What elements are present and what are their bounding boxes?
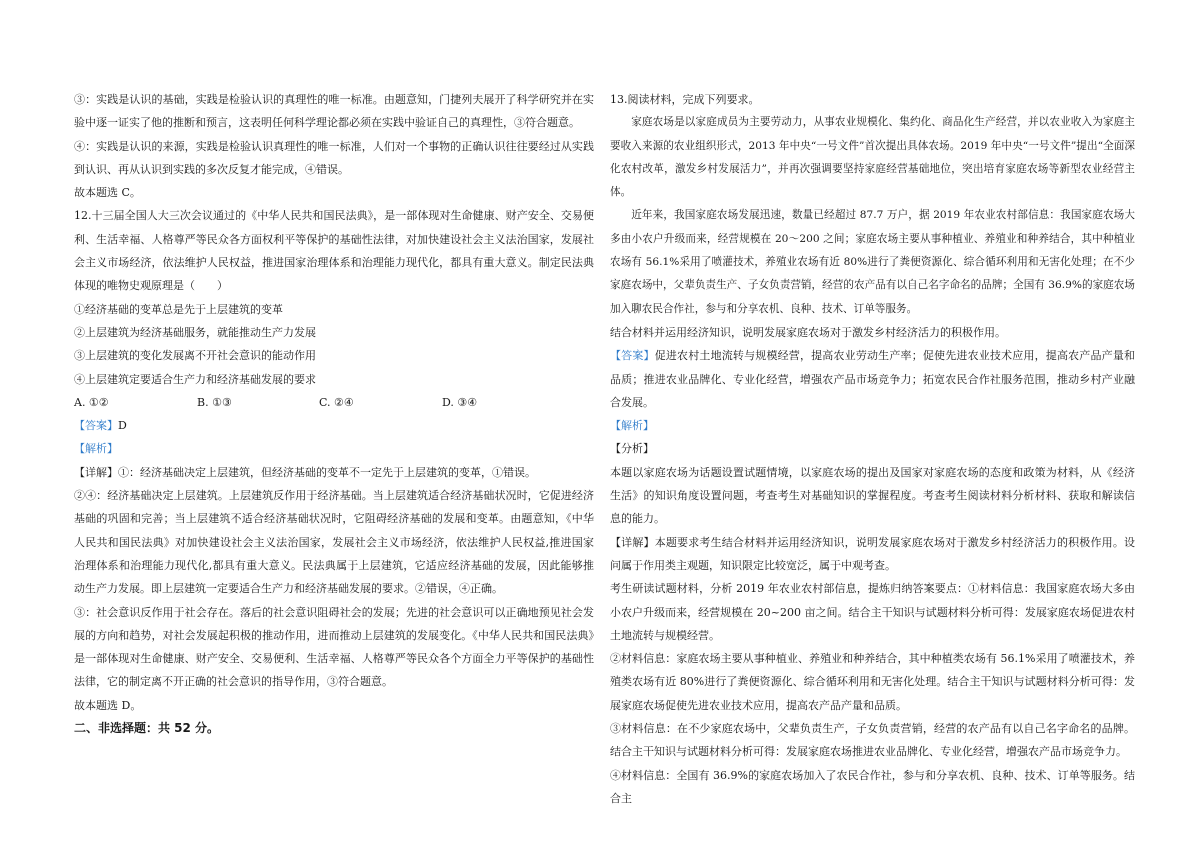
q12-detail-1: [74, 461, 594, 484]
q12-option-b: B. ①③: [197, 395, 232, 409]
q12-stem: 12.十三届全国人大三次会议通过的《中华人民共和国民法典》，是一部体现对生命健康、财产安全、交易便利、生活幸福、人格尊严等民众各方面权利平等保护的基础性法律，对加快建设社会主义法治国家，发展社会主义市场经济，依法维护人民权益，推进国家治理体系和治理能力现代化，都具有重大意义。制定民法典体现的唯物史观原理是（ ）: [74, 209, 594, 293]
q13-fenxi-heading: 【分析】: [610, 442, 654, 456]
q13-material-2: 近年来，我国家庭农场发展迅速，数量已经超过 87.7 万户，据 2019 年农业农村部信息：我国家庭农场大多由小农户升级而来，经营规模在 20～200 之间；家庭农场主要从事种植业、养殖业和种养结合，其中种植业农场有 56.1%采用了喷灌技术，养殖业农场有近 80%进行了粪便资源化、综合循环利用和无害化处理；在不少家庭农场中，父辈负责生产、子女负责营销，经营的农产品有以自己名字命名的品牌；全国有 36.9%的家庭农场加入聊农民合作社，参与和分享农机、良种、技术、订单等服务。: [610, 209, 1135, 315]
q13-prompt: 13.阅读材料，完成下列要求。: [610, 93, 760, 106]
q12-detail-1-text: ①：经济基础决定上层建筑，但经济基础的变革不一定先于上层建筑的变革，①错误。: [118, 465, 536, 479]
q11-option3-explanation: ③：实践是认识的基础，实践是检验认识的真理性的唯一标准。由题意知，门捷列夫展开了科学研究并在实验中逐一证实了他的推断和预言，这表明任何科学理论都必须在实践中验证自己的真理性，③符合题意。: [74, 93, 594, 130]
q12-analysis-heading: [74, 437, 594, 460]
detail-tag: 【详解】: [74, 465, 118, 479]
q11-conclusion: 故本题选 C。: [74, 186, 141, 200]
q13-requirement: 结合材料并运用经济知识，说明发展家庭农场对于激发乡村经济活力的积极作用。: [610, 325, 1006, 339]
q13-material-1: 家庭农场是以家庭成员为主要劳动力，从事农业规模化、集约化、商品化生产经营，并以农业收入为家庭主要收入来源的农业组织形式，2013 年中央“一号文件”首次提出具体农场。2019 年中央“一号文件”提出“全面深化农村改革，激发乡村发展活力”，并再次强调要坚持家庭经营基础地位，突出培育家庭农场等新型农业经营主体。: [610, 116, 1135, 199]
q13-fenxi: 本题以家庭农场为话题设置试题情境，以家庭农场的提出及国家对家庭农场的态度和政策为材料，从《经济生活》的知识角度设置问题，考查考生对基础知识的掌握程度。考查考生阅读材料分析材料、获取和解读信息的能力。: [610, 465, 1135, 526]
q11-option4-explanation: ④：实践是认识的来源，实践是检验认识真理性的唯一标准，人们对一个事物的正确认识往往要经过从实践到认识、再从认识到实践的多次反复才能完成，④错误。: [74, 139, 594, 176]
q13-detail-3: ②材料信息：家庭农场主要从事种植业、养殖业和种养结合，其中种植类农场有 56.1%采用了喷灌技术，养殖类农场有近 80%进行了粪便资源化、综合循环利用和无害化处理。结合主干知识与试题材料分析可得：发展家庭农场促使先进农业技术应用，提高农产品产量和品质。: [610, 652, 1135, 712]
q13-detail-2: 考生研读试题材料，分析 2019 年农业农村部信息，提炼归纳答案要点：①材料信息：我国家庭农场大多由小农户升级而来，经营规模在 20~200 亩之间。结合主干知识与试题材料分析可得：发展家庭农场促进农村土地流转与规模经营。: [610, 582, 1135, 642]
answer-tag: 【答案】: [610, 349, 655, 363]
q12-answer: [74, 414, 594, 437]
q13-detail-4: ③材料信息：在不少家庭农场中，父辈负责生产，子女负责营销，经营的农产品有以自己名字命名的品牌。结合主干知识与试题材料分析可得：发展家庭农场推进农业品牌化、专业化经营，增强农产品市场竞争力。: [610, 722, 1135, 759]
q13-analysis-heading: [610, 414, 1135, 437]
answer-tag: 【答案】: [74, 419, 118, 433]
q12-answer-value: D: [118, 419, 127, 433]
q13-detail-5: ④材料信息：全国有 36.9%的家庭农场加入了农民合作社，参与和分享农机、良种、技术、订单等服务。结合主: [610, 768, 1135, 805]
section-heading: 二、非选择题：共 52 分。: [74, 721, 220, 736]
q12-detail-3: ③：社会意识反作用于社会存在。落后的社会意识阻碍社会的发展；先进的社会意识可以正确地预见社会发展的方向和趋势，对社会发展起积极的推动作用，进而推动上层建筑的发展变化。《中华人民共和国民法典》是一部体现对生命健康、财产安全、交易便利、生活幸福、人格尊严等民众各个方面全力平等保护的基础性法律，它的制定离不开正确的社会意识的指导作用，③符合题意。: [74, 605, 594, 689]
q12-statement-4: ④上层建筑定要适合生产力和经济基础发展的要求: [74, 372, 316, 386]
left-column: [74, 88, 594, 740]
right-column: [610, 88, 1135, 810]
q12-statement-3: ③上层建筑的变化发展离不开社会意识的能动作用: [74, 349, 316, 363]
analysis-tag: 【解析】: [74, 442, 118, 456]
detail-tag: 【详解】: [610, 535, 655, 549]
q12-detail-2: ②④：经济基础决定上层建筑。上层建筑反作用于经济基础。当上层建筑适合经济基础状况时，它促进经济基础的巩固和完善；当上层建筑不适合经济基础状况时，它阻碍经济基础的发展和变革。由题意知，《中华人民共和国民法典》对加快建设社会主义法治国家，发展社会主义市场经济，依法维护人民权益,推进国家治理体系和治理能力现代化,都具有重大意义。民法典属于上层建筑，它适应经济基础的发展，因此能够推动生产力发展。即上层建筑一定要适合生产力和经济基础发展的要求。②错误，④正确。: [74, 489, 594, 596]
q13-detail-1-text: 本题要求考生结合材料并运用经济知识，说明发展家庭农场对于激发乡村经济活力的积极作用。设问属于作用类主观题，知识限定比较宽泛，属于中观考查。: [610, 535, 1136, 572]
q13-detail-1: [610, 531, 1135, 578]
q12-option-d: D. ③④: [442, 395, 478, 409]
q12-conclusion: 故本题选 D。: [74, 698, 142, 712]
analysis-tag: 【解析】: [610, 419, 654, 433]
q12-statement-2: ②上层建筑为经济基础服务，就能推动生产力发展: [74, 325, 316, 339]
q12-options: [74, 391, 594, 414]
q12-statement-1: ①经济基础的变革总是先于上层建筑的变革: [74, 302, 283, 316]
q12-option-a: A. ①②: [74, 395, 109, 409]
q13-answer: [610, 344, 1135, 414]
q12-option-c: C. ②④: [319, 395, 354, 409]
q13-answer-text: 促进农村土地流转与规模经营，提高农业劳动生产率；促使先进农业技术应用，提高农产品产量和品质；推进农业品牌化、专业化经营，增强农产品市场竞争力；拓宽农民合作社服务范围，推动乡村产业融合发展。: [610, 349, 1136, 409]
